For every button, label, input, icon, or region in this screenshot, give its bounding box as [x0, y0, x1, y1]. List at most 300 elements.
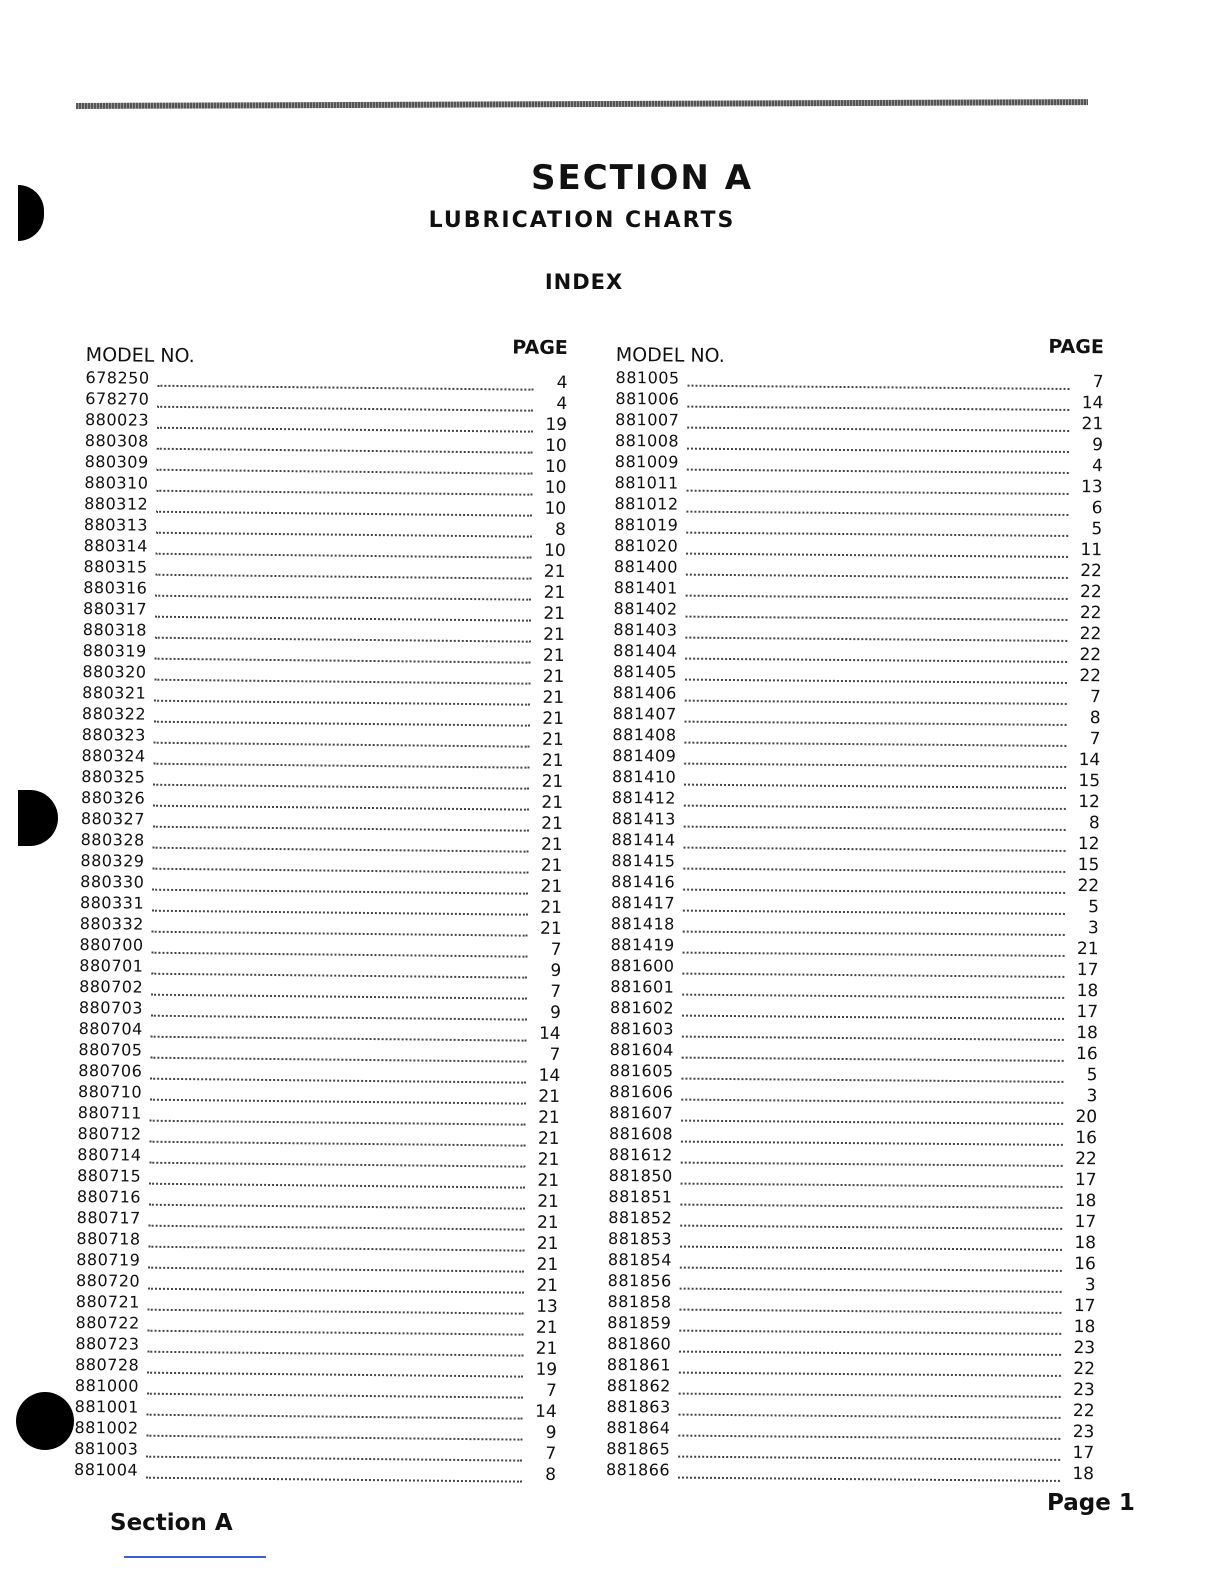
page-number: 18 [1074, 1191, 1097, 1212]
model-number: 880702 [79, 976, 144, 997]
dot-leader [151, 993, 527, 999]
model-number: 881405 [612, 661, 678, 682]
page-number: 5 [1086, 1065, 1098, 1086]
page-number: 3 [1086, 1086, 1098, 1107]
model-number: 881002 [74, 1417, 139, 1438]
page-number: 21 [540, 897, 563, 919]
model-number: 881003 [74, 1438, 139, 1459]
dot-leader [152, 867, 528, 873]
model-number: 880324 [81, 745, 146, 766]
page-number: 11 [1080, 540, 1103, 561]
model-number: 880332 [79, 913, 144, 934]
dot-leader [685, 720, 1067, 725]
model-number: 881864 [606, 1417, 671, 1438]
model-number: 881004 [73, 1459, 139, 1480]
dot-leader [683, 867, 1065, 872]
dot-leader [683, 909, 1065, 914]
dot-leader [679, 1329, 1061, 1334]
page-number: 21 [536, 1233, 559, 1254]
page-number: 20 [1075, 1107, 1098, 1128]
page-number: 8 [554, 519, 567, 541]
model-number: 881850 [608, 1165, 673, 1186]
model-no-header: MODEL NO. [615, 343, 725, 367]
column-header [616, 330, 1104, 372]
page-number: 23 [1073, 1338, 1096, 1359]
page-number: 18 [1076, 981, 1099, 1002]
dot-leader [679, 1392, 1061, 1397]
page-number: 18 [1072, 1464, 1095, 1485]
dot-leader [687, 426, 1069, 431]
dot-leader [156, 531, 532, 537]
page-number: 21 [536, 1212, 559, 1233]
page-number: 22 [1073, 1359, 1096, 1380]
index-row [74, 1460, 556, 1486]
dot-leader [682, 1035, 1064, 1040]
model-no-header: MODEL NO. [85, 343, 195, 368]
model-number: 880331 [79, 892, 145, 913]
dot-leader [149, 1224, 525, 1230]
model-number: 881406 [612, 682, 677, 703]
page-number: 8 [1088, 813, 1100, 834]
punch-hole [16, 1392, 74, 1450]
dot-leader [151, 1014, 527, 1020]
model-number: 881605 [609, 1060, 674, 1081]
dot-leader [149, 1161, 525, 1167]
model-number: 880721 [75, 1291, 141, 1312]
dot-leader [688, 384, 1070, 389]
dot-leader [681, 1098, 1063, 1103]
page-number: 9 [1092, 435, 1104, 456]
model-number: 881416 [611, 871, 676, 892]
model-number: 881020 [614, 535, 679, 556]
model-number: 880318 [82, 619, 148, 640]
page-number: 22 [1077, 876, 1100, 897]
dot-leader [680, 1287, 1062, 1292]
model-number: 881011 [614, 472, 679, 493]
model-number: 880700 [79, 934, 144, 955]
dot-leader [157, 468, 533, 474]
page-number: 14 [534, 1401, 557, 1422]
page-number: 21 [540, 834, 563, 856]
dot-leader [678, 1455, 1060, 1460]
dot-leader [685, 636, 1067, 641]
model-number: 880326 [81, 787, 146, 808]
dot-leader [153, 846, 529, 852]
model-number: 880309 [84, 451, 149, 472]
page-number: 21 [543, 603, 566, 625]
dot-leader [684, 741, 1066, 746]
dot-leader [685, 678, 1067, 683]
dot-leader [154, 762, 530, 768]
model-number: 881606 [609, 1081, 674, 1102]
model-number: 881854 [607, 1249, 673, 1270]
model-number: 880316 [83, 577, 148, 598]
page-number: 3 [1084, 1275, 1096, 1296]
model-number: 880319 [82, 640, 147, 661]
page-number: 17 [1072, 1443, 1095, 1464]
dot-leader [157, 447, 533, 453]
model-number: 880723 [75, 1333, 140, 1354]
model-number: 881861 [606, 1354, 672, 1375]
page-number: 21 [543, 561, 566, 583]
model-number: 880312 [84, 493, 149, 514]
dot-leader [684, 846, 1066, 851]
model-number: 880321 [82, 682, 147, 703]
footer-page-label: Page 1 [1047, 1490, 1135, 1516]
page-number: 21 [535, 1338, 558, 1359]
dot-leader [687, 468, 1069, 473]
page-number: 4 [556, 393, 568, 415]
page-header: PAGE [1048, 335, 1104, 359]
model-number: 881012 [614, 493, 679, 514]
dot-leader [156, 552, 532, 558]
page-number: 21 [537, 1191, 559, 1212]
page-number: 17 [1074, 1170, 1097, 1191]
page-number: 21 [540, 876, 563, 898]
page-number: 17 [1076, 960, 1099, 981]
dot-leader [686, 573, 1068, 578]
punch-hole [18, 790, 58, 846]
dot-leader [149, 1182, 525, 1188]
index-column-left [74, 330, 568, 1486]
dot-leader [678, 1434, 1060, 1439]
model-number: 881851 [608, 1186, 673, 1207]
dot-leader [687, 489, 1069, 494]
page-number: 21 [538, 1086, 561, 1108]
page-number: 21 [541, 729, 564, 751]
dot-leader [152, 909, 528, 915]
model-number: 880325 [81, 766, 146, 787]
model-number: 881408 [612, 724, 677, 745]
index-list-right [606, 368, 1104, 1485]
page-number: 21 [537, 1128, 560, 1150]
page-number: 21 [542, 687, 565, 709]
model-number: 881407 [612, 703, 677, 724]
model-number: 880715 [77, 1165, 142, 1186]
page-number: 21 [543, 582, 566, 604]
page-number: 18 [1074, 1233, 1097, 1254]
page-number: 17 [1076, 1002, 1099, 1023]
model-number: 880308 [84, 430, 150, 451]
page-number: 22 [1080, 582, 1102, 603]
dot-leader [686, 510, 1068, 515]
model-number: 880313 [83, 514, 149, 535]
dot-leader [147, 1413, 523, 1419]
dot-leader [154, 741, 530, 747]
dot-leader [155, 636, 531, 642]
model-number: 881415 [611, 850, 676, 871]
model-number: 881862 [606, 1375, 671, 1396]
page-number: 22 [1072, 1401, 1095, 1422]
page-number: 7 [550, 981, 562, 1003]
model-number: 880711 [77, 1102, 142, 1123]
index-row [606, 1460, 1094, 1485]
page-number: 16 [1074, 1254, 1096, 1275]
dot-leader [684, 825, 1066, 830]
dot-leader [147, 1392, 523, 1398]
page-number: 21 [541, 792, 564, 814]
model-number: 678250 [85, 367, 150, 388]
dot-leader [155, 657, 531, 663]
dot-leader [150, 1140, 526, 1146]
dot-leader [147, 1350, 523, 1356]
model-number: 881863 [606, 1396, 671, 1417]
page-number: 7 [1089, 729, 1101, 750]
model-number: 881612 [608, 1144, 673, 1165]
section-title: SECTION A [530, 158, 754, 198]
dot-leader [146, 1434, 522, 1440]
model-number: 881414 [611, 829, 676, 850]
dot-leader [153, 804, 529, 810]
page-number: 6 [1091, 498, 1103, 519]
dot-leader [156, 489, 532, 495]
dot-leader [680, 1266, 1062, 1271]
page-number: 21 [535, 1317, 558, 1338]
model-number: 880314 [83, 535, 148, 556]
page-number: 22 [1075, 1149, 1097, 1170]
dot-leader [685, 657, 1067, 662]
page-number: 10 [543, 540, 566, 562]
dot-leader [148, 1308, 524, 1314]
page-number: 14 [1081, 393, 1104, 414]
dot-leader [686, 531, 1068, 536]
index-column-right [606, 330, 1104, 1485]
dot-leader [682, 1056, 1064, 1061]
page-number: 21 [540, 855, 563, 877]
dot-leader [154, 720, 530, 726]
model-number: 881607 [609, 1102, 674, 1123]
dot-leader [148, 1329, 524, 1335]
model-number: 881007 [615, 409, 680, 430]
page-number: 7 [549, 1044, 561, 1066]
dot-leader [679, 1413, 1061, 1418]
page-number: 7 [545, 1443, 557, 1464]
dot-leader [147, 1371, 523, 1377]
page-number: 14 [538, 1065, 561, 1087]
model-number: 880718 [76, 1228, 141, 1249]
index-title: INDEX [544, 270, 624, 294]
model-number: 880327 [80, 808, 146, 829]
model-number: 881417 [610, 892, 676, 913]
page-number: 21 [536, 1275, 559, 1296]
page-number: 7 [1089, 687, 1101, 708]
page-number: 14 [1078, 750, 1101, 771]
model-number: 881865 [606, 1438, 671, 1459]
dot-leader [684, 804, 1066, 809]
model-number: 881419 [610, 934, 675, 955]
page-number: 8 [545, 1464, 557, 1485]
page-number: 17 [1073, 1296, 1096, 1317]
page-number: 23 [1072, 1422, 1095, 1443]
model-number: 881853 [607, 1228, 673, 1249]
page-header: PAGE [512, 336, 568, 360]
page-number: 13 [536, 1296, 558, 1317]
page-number: 5 [1091, 519, 1103, 540]
model-number: 881019 [614, 514, 679, 535]
model-number: 880720 [75, 1270, 141, 1291]
page-number: 7 [545, 1380, 558, 1401]
model-number: 880710 [77, 1081, 143, 1102]
page-number: 8 [1089, 708, 1101, 729]
model-number: 881604 [609, 1039, 674, 1060]
dot-leader [683, 930, 1065, 935]
model-number: 881418 [610, 913, 675, 934]
model-number: 880705 [78, 1039, 143, 1060]
top-rule [76, 99, 1088, 109]
page-number: 21 [537, 1170, 560, 1192]
model-number: 880023 [84, 409, 150, 430]
page-number: 21 [541, 771, 564, 793]
model-number: 880310 [84, 472, 149, 493]
dot-leader [680, 1224, 1062, 1229]
model-number: 880704 [78, 1018, 143, 1039]
model-number: 880317 [82, 598, 148, 619]
page-number: 21 [537, 1149, 560, 1171]
model-number: 881602 [610, 997, 675, 1018]
dot-leader [156, 510, 532, 516]
dot-leader [148, 1287, 524, 1293]
dot-leader [681, 1140, 1063, 1145]
model-number: 880322 [81, 703, 147, 724]
page-number: 4 [1091, 456, 1103, 477]
model-number: 881412 [611, 787, 677, 808]
dot-leader [682, 972, 1064, 977]
dot-leader [152, 951, 528, 957]
dot-leader [150, 1119, 526, 1125]
dot-leader [687, 447, 1069, 452]
model-number: 881600 [610, 955, 675, 976]
page-number: 21 [538, 1107, 560, 1129]
dot-leader [154, 699, 530, 705]
model-number: 880706 [78, 1060, 143, 1081]
dot-leader [682, 993, 1064, 998]
dot-leader [682, 1014, 1064, 1019]
dot-leader [154, 678, 530, 684]
page-number: 21 [542, 708, 565, 730]
model-number: 881001 [74, 1396, 139, 1417]
page-number: 23 [1073, 1380, 1095, 1401]
dot-leader [684, 783, 1066, 788]
model-number: 881601 [610, 976, 675, 997]
model-number: 880712 [77, 1123, 142, 1144]
dot-leader [146, 1476, 522, 1482]
page-number: 12 [1078, 792, 1100, 813]
page-number: 16 [1075, 1128, 1098, 1149]
dot-leader [680, 1203, 1062, 1208]
page-number: 22 [1079, 645, 1102, 666]
page-number: 21 [542, 645, 565, 667]
page-number: 15 [1077, 855, 1100, 876]
dot-leader [155, 594, 531, 600]
dot-leader [683, 888, 1065, 893]
model-number: 880716 [76, 1186, 142, 1207]
dot-leader [153, 825, 529, 831]
model-number: 880329 [80, 850, 145, 871]
dot-leader [681, 1182, 1063, 1187]
model-number: 881006 [615, 388, 680, 409]
index-list-left [74, 368, 568, 1486]
model-number: 881005 [615, 367, 680, 388]
model-number: 880328 [80, 829, 145, 850]
page-number: 10 [544, 456, 567, 478]
dot-leader [151, 972, 527, 978]
dot-leader [153, 783, 529, 789]
model-number: 881404 [613, 640, 678, 661]
page-number: 21 [541, 750, 564, 772]
dot-leader [157, 405, 533, 411]
model-number: 880330 [80, 871, 145, 892]
column-header [86, 330, 568, 373]
model-number: 881413 [611, 808, 676, 829]
page-number: 22 [1079, 603, 1102, 624]
page-number: 14 [538, 1023, 561, 1045]
page-number: 10 [545, 435, 567, 457]
page-number: 21 [541, 813, 563, 835]
model-number: 880714 [77, 1144, 142, 1165]
dot-leader [146, 1455, 522, 1461]
model-number: 881859 [607, 1312, 672, 1333]
model-number: 881410 [612, 766, 677, 787]
model-number: 880320 [82, 661, 147, 682]
model-number: 881400 [613, 556, 679, 577]
model-number: 881603 [609, 1018, 675, 1039]
model-number: 881856 [607, 1270, 672, 1291]
page-number: 22 [1079, 624, 1102, 645]
dot-leader [682, 1077, 1064, 1082]
dot-leader [678, 1476, 1060, 1481]
section-subtitle: LUBRICATION CHARTS [428, 208, 736, 233]
page-number: 5 [1088, 897, 1100, 918]
dot-leader [686, 594, 1068, 599]
dot-leader [157, 426, 533, 432]
dot-leader [681, 1119, 1063, 1124]
dot-leader [683, 951, 1065, 956]
dot-leader [148, 1245, 524, 1251]
model-number: 880728 [75, 1354, 140, 1375]
model-number: 678270 [85, 388, 150, 409]
model-number: 880323 [81, 724, 146, 745]
page-number: 10 [544, 498, 567, 520]
dot-leader [679, 1350, 1061, 1355]
page-number: 7 [550, 939, 562, 961]
dot-leader [679, 1371, 1061, 1376]
page-number: 22 [1079, 666, 1102, 687]
dot-leader [150, 1056, 526, 1062]
model-number: 881409 [612, 745, 677, 766]
model-number: 881401 [613, 577, 678, 598]
model-number: 881858 [607, 1291, 672, 1312]
model-number: 881852 [608, 1207, 673, 1228]
dot-leader [151, 1035, 527, 1041]
model-number: 880717 [76, 1207, 141, 1228]
model-number: 880719 [76, 1249, 141, 1270]
footer-section-label: Section A [110, 1510, 233, 1536]
dot-leader [149, 1203, 525, 1209]
dot-leader [680, 1308, 1062, 1313]
page-number: 18 [1076, 1023, 1098, 1044]
dot-leader [685, 699, 1067, 704]
model-number: 881000 [74, 1375, 140, 1396]
model-number: 881860 [607, 1333, 672, 1354]
dot-leader [686, 615, 1068, 620]
dot-leader [150, 1077, 526, 1083]
model-number: 880315 [83, 556, 148, 577]
model-number: 880722 [75, 1312, 140, 1333]
page-number: 13 [1080, 477, 1103, 498]
page-number: 21 [1081, 414, 1104, 435]
dot-leader [681, 1161, 1063, 1166]
dot-leader [157, 384, 533, 390]
